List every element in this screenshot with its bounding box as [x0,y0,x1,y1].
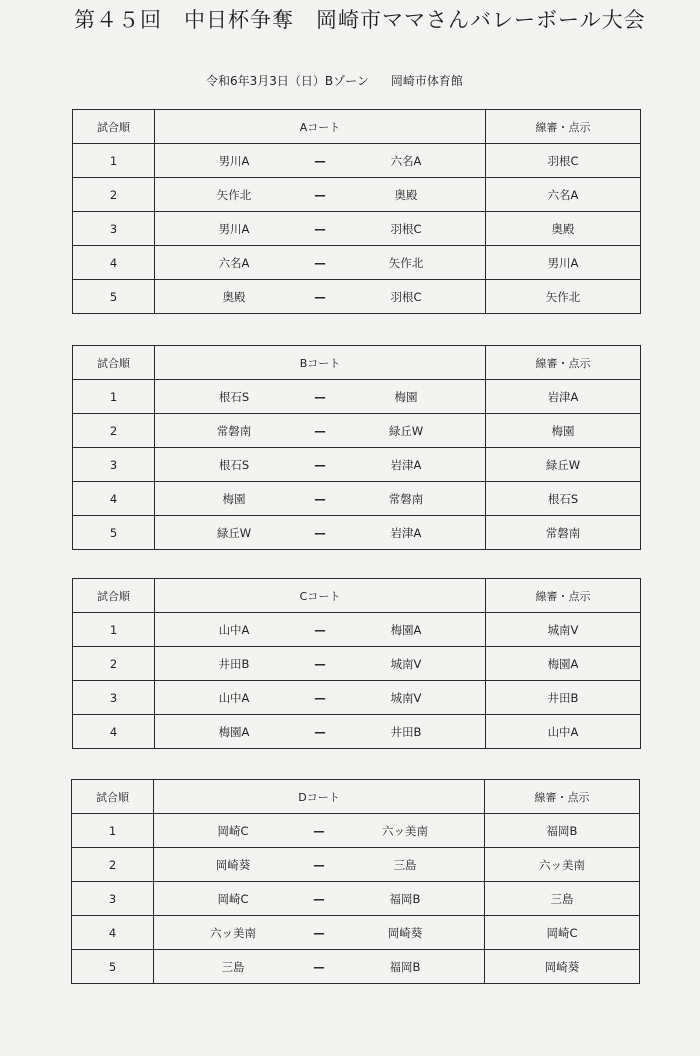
versus-dash: — [313,891,325,906]
header-court-name: Aコート [155,110,486,144]
match-order: 3 [73,448,155,482]
match-cell [155,280,486,314]
match-cell [154,950,485,984]
match-cell [154,882,485,916]
referee-team: 男川A [486,246,641,280]
team-home: 六ッ美南 [210,925,256,940]
match-cell [155,246,486,280]
table-row [73,647,641,681]
team-away: 福岡B [389,959,421,974]
team-home: 六名A [218,255,250,270]
court-table-2 [72,345,641,550]
match-cell [155,448,486,482]
referee-team: 緑丘W [486,448,641,482]
team-home: 奥殿 [222,289,246,304]
versus-dash: — [313,857,325,872]
header-referee: 線審・点示 [485,780,640,814]
match-cell [155,414,486,448]
referee-team: 福岡B [485,814,640,848]
match-order: 2 [73,178,155,212]
table-row [73,144,641,178]
team-home: 梅園A [218,724,250,739]
team-home: 岡崎葵 [215,857,251,872]
referee-team: 井田B [486,681,641,715]
match-cell [155,516,486,550]
match-order: 1 [73,380,155,414]
table-row [73,246,641,280]
match-order: 3 [73,681,155,715]
event-venue: 岡崎市体育館 [390,74,463,88]
team-home: 常磐南 [216,423,252,438]
referee-team: 常磐南 [486,516,641,550]
team-home: 岡崎C [217,823,249,838]
team-home: 山中A [218,690,250,705]
table-header-row [73,110,641,144]
team-away: 梅園 [394,389,418,404]
team-away: 岩津A [390,457,422,472]
table-row [73,414,641,448]
match-cell [155,144,486,178]
table-row [73,715,641,749]
team-home: 男川A [218,153,250,168]
team-away: 緑丘W [388,423,424,438]
table-row [73,280,641,314]
team-away: 梅園A [390,622,422,637]
versus-dash: — [314,221,326,236]
table-row [73,482,641,516]
match-order: 1 [73,144,155,178]
referee-team: 羽根C [486,144,641,178]
team-home: 男川A [218,221,250,236]
versus-dash: — [314,153,326,168]
team-away: 六名A [390,153,422,168]
versus-dash: — [314,656,326,671]
versus-dash: — [314,187,326,202]
referee-team: 梅園 [486,414,641,448]
table-row [73,681,641,715]
referee-team: 矢作北 [486,280,641,314]
referee-team: 城南V [486,613,641,647]
team-away: 岡崎葵 [387,925,423,940]
team-away: 羽根C [390,221,422,236]
match-cell [154,848,485,882]
match-cell [155,178,486,212]
team-home: 根石S [218,389,250,404]
event-date-zone: 令和6年3月3日（日）Bゾーン [206,74,369,88]
header-order: 試合順 [73,110,155,144]
referee-team: 奥殿 [486,212,641,246]
team-home: 梅園 [222,491,246,506]
table-row [73,380,641,414]
table-row [72,916,640,950]
match-cell [155,647,486,681]
header-referee: 線審・点示 [486,346,641,380]
versus-dash: — [314,255,326,270]
header-court-name: Dコート [154,780,485,814]
team-away: 六ッ美南 [382,823,428,838]
versus-dash: — [314,690,326,705]
team-away: 羽根C [390,289,422,304]
team-home: 井田B [218,656,250,671]
table-row [73,212,641,246]
table-row [73,448,641,482]
versus-dash: — [314,724,326,739]
table-header-row [73,346,641,380]
team-away: 奥殿 [394,187,418,202]
table-row [73,613,641,647]
referee-team: 山中A [486,715,641,749]
versus-dash: — [314,491,326,506]
referee-team: 三島 [485,882,640,916]
match-cell [154,916,485,950]
team-home: 岡崎C [217,891,249,906]
table-row [72,848,640,882]
header-order: 試合順 [73,579,155,613]
team-away: 福岡B [389,891,421,906]
versus-dash: — [313,959,325,974]
match-order: 4 [73,482,155,516]
versus-dash: — [314,525,326,540]
match-cell [154,814,485,848]
match-cell [155,613,486,647]
team-home: 山中A [218,622,250,637]
table-row [72,882,640,916]
court-table-3 [72,578,641,749]
match-cell [155,681,486,715]
referee-team: 根石S [486,482,641,516]
header-order: 試合順 [72,780,154,814]
match-order: 3 [73,212,155,246]
referee-team: 梅園A [486,647,641,681]
table-row [72,814,640,848]
versus-dash: — [313,823,325,838]
team-away: 井田B [390,724,422,739]
match-order: 4 [73,246,155,280]
referee-team: 六ッ美南 [485,848,640,882]
match-order: 4 [73,715,155,749]
match-order: 2 [73,647,155,681]
table-header-row [72,780,640,814]
team-away: 矢作北 [388,255,424,270]
match-order: 1 [72,814,154,848]
versus-dash: — [314,622,326,637]
referee-team: 岡崎葵 [485,950,640,984]
match-order: 4 [72,916,154,950]
table-header-row [73,579,641,613]
match-order: 2 [72,848,154,882]
team-away: 三島 [393,857,417,872]
header-referee: 線審・点示 [486,579,641,613]
match-order: 2 [73,414,155,448]
referee-team: 六名A [486,178,641,212]
referee-team: 岩津A [486,380,641,414]
team-home: 三島 [221,959,245,974]
team-away: 城南V [390,690,422,705]
match-cell [155,380,486,414]
versus-dash: — [313,925,325,940]
versus-dash: — [314,423,326,438]
match-order: 5 [72,950,154,984]
match-cell [155,482,486,516]
team-home: 緑丘W [216,525,252,540]
header-court-name: Cコート [155,579,486,613]
team-away: 城南V [390,656,422,671]
match-order: 5 [73,516,155,550]
team-away: 常磐南 [388,491,424,506]
match-cell [155,715,486,749]
header-court-name: Bコート [155,346,486,380]
page-title: 第４５回 中日杯争奪 岡崎市ママさんバレーボール大会 [74,8,646,32]
header-order: 試合順 [73,346,155,380]
court-table-1 [72,109,641,314]
table-row [72,950,640,984]
versus-dash: — [314,289,326,304]
header-referee: 線審・点示 [486,110,641,144]
event-subtitle [206,72,463,89]
table-row [73,516,641,550]
court-table-4 [71,779,640,984]
match-cell [155,212,486,246]
match-order: 5 [73,280,155,314]
team-home: 矢作北 [216,187,252,202]
team-home: 根石S [218,457,250,472]
table-row [73,178,641,212]
match-order: 3 [72,882,154,916]
versus-dash: — [314,389,326,404]
team-away: 岩津A [390,525,422,540]
versus-dash: — [314,457,326,472]
match-order: 1 [73,613,155,647]
referee-team: 岡崎C [485,916,640,950]
